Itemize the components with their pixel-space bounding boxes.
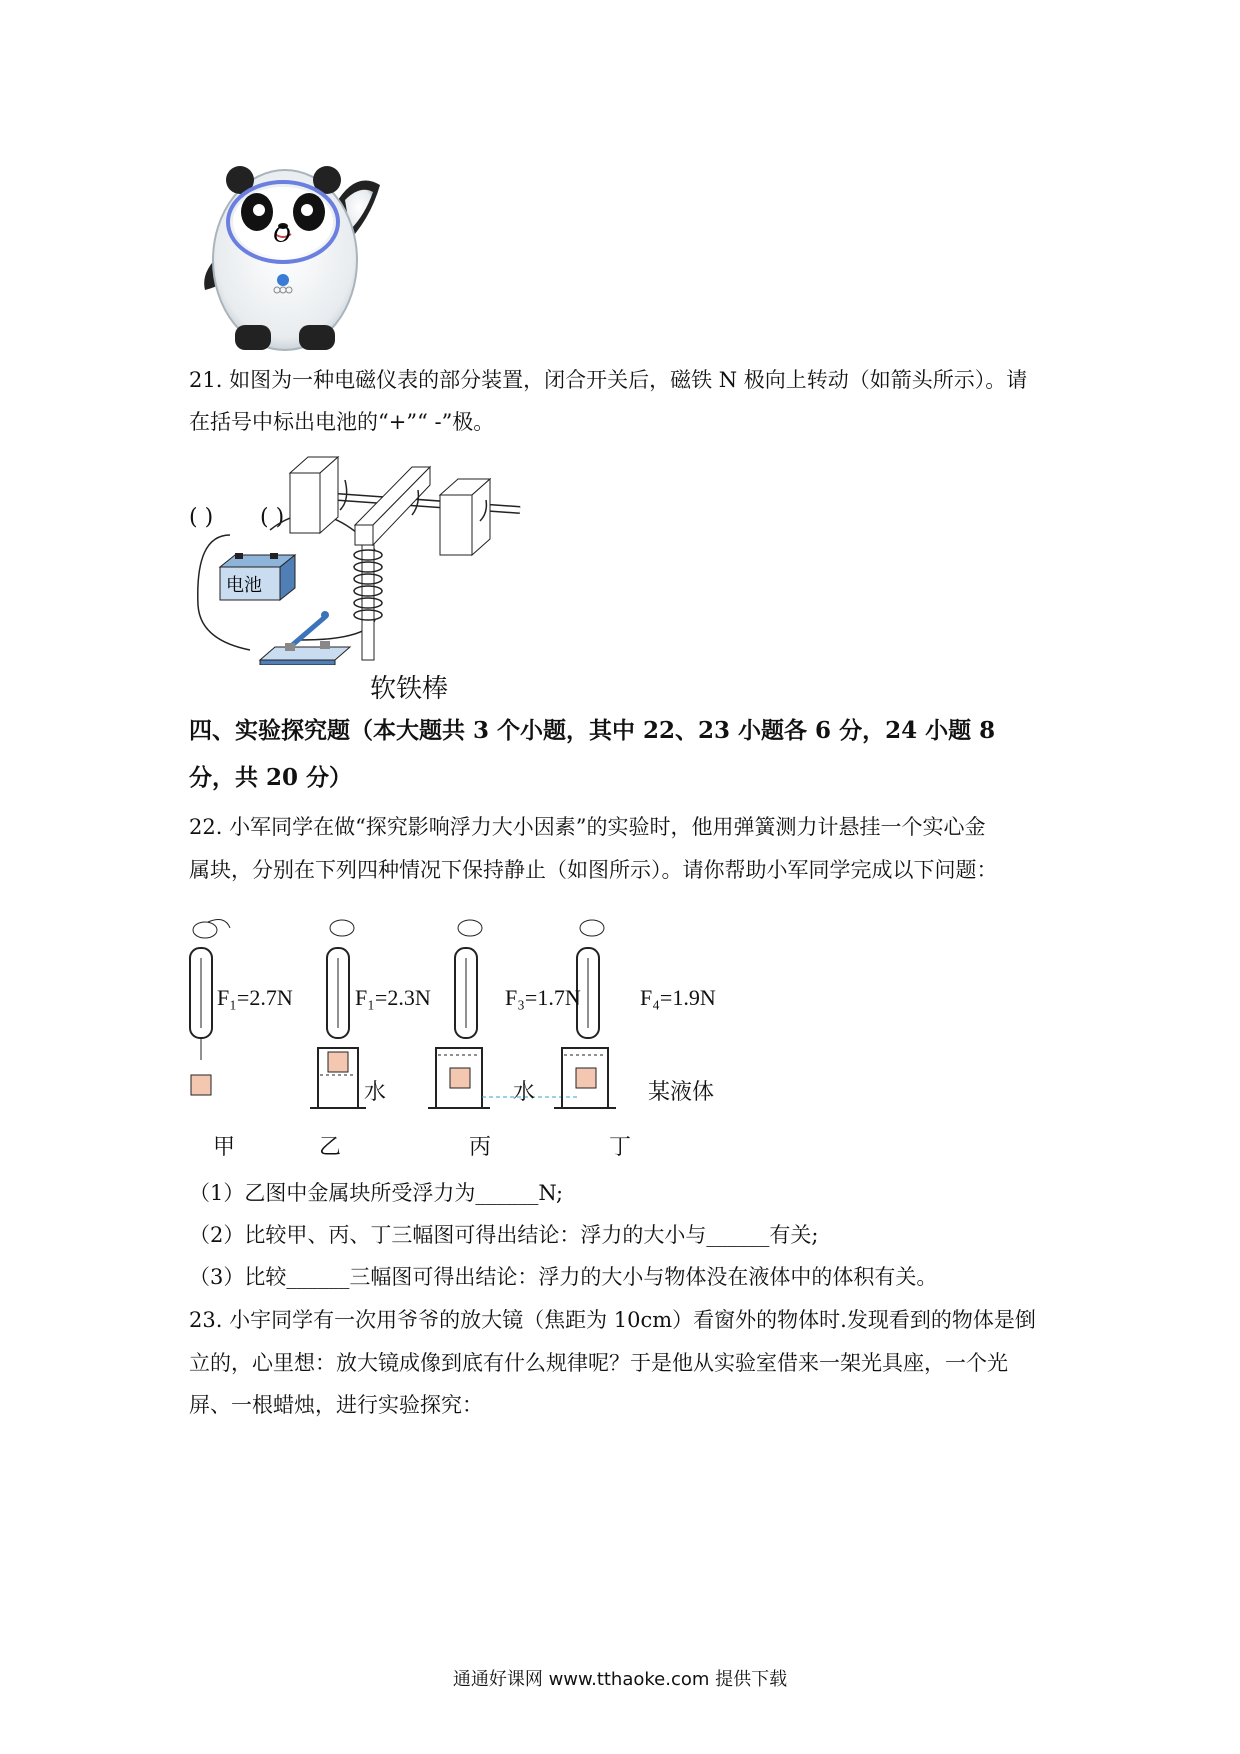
figure-yi xyxy=(310,920,366,1108)
q21-line-2: 在括号中标出电池的“+”“ -”极。 xyxy=(189,410,495,434)
mascot-image xyxy=(195,160,385,355)
q22-line-1: 22. 小军同学在做“探究影响浮力大小因素”的实验时，他用弹簧测力计悬挂一个实心金 xyxy=(189,815,986,839)
battery-label: 电池 xyxy=(226,575,262,596)
liquid-label-ding: 某液体 xyxy=(648,1080,715,1105)
figure-label-ding: 丁 xyxy=(609,1135,632,1160)
force-reading-ding: F₄=1.9N xyxy=(640,985,716,1010)
q21-line-1: 21. 如图为一种电磁仪表的部分装置，闭合开关后，磁铁 N 极向上转动（如箭头所示）。请 xyxy=(189,368,1028,392)
liquid-label-bing: 水 xyxy=(513,1080,536,1105)
page-footer: 通通好课网 www.tthaoke.com 提供下载 xyxy=(452,1669,788,1690)
q23-line-1: 23. 小宇同学有一次用爷爷的放大镜（焦距为 10cm）看窗外的物体时.发现看到的物体是倒 xyxy=(189,1308,1036,1332)
figure-label-yi: 乙 xyxy=(319,1135,342,1160)
q22-subquestion-1: （1）乙图中金属块所受浮力为______N; xyxy=(189,1181,564,1205)
figure-ding xyxy=(554,920,616,1108)
q22-line-2: 属块，分别在下列四种情况下保持静止（如图所示）。请你帮助小军同学完成以下问题： xyxy=(189,858,998,882)
electromagnet-figure xyxy=(190,455,590,665)
q22-subquestion-3: （3）比较______三幅图可得出结论：浮力的大小与物体没在液体中的体积有关。 xyxy=(189,1265,938,1289)
q22-subquestion-2: （2）比较甲、丙、丁三幅图可得出结论：浮力的大小与______有关; xyxy=(189,1223,819,1247)
section-4-heading-line-1: 四、实验探究题（本大题共 3 个小题，其中 22、23 小题各 6 分，24 小题 8 xyxy=(189,717,996,744)
figure-bing xyxy=(428,920,490,1108)
battery-bracket-left: ( ) xyxy=(189,505,214,530)
mascot-letter: O xyxy=(273,222,291,248)
section-4-heading-line-2: 分，共 20 分） xyxy=(189,764,353,791)
magnet-assembly xyxy=(290,457,520,555)
force-reading-bing: F₃=1.7N xyxy=(505,985,581,1010)
soft-iron-rod-label: 软铁棒 xyxy=(370,674,449,704)
soft-iron-rod-coil xyxy=(354,545,382,660)
figure-label-bing: 丙 xyxy=(469,1135,492,1160)
battery-bracket-right: ( ) xyxy=(260,505,285,530)
force-reading-jia: F₁=2.7N xyxy=(217,985,293,1010)
figure-label-jia: 甲 xyxy=(213,1135,236,1160)
q23-line-2: 立的，心里想：放大镜成像到底有什么规律呢？于是他从实验室借来一架光具座，一个光 xyxy=(189,1351,1008,1375)
liquid-label-yi: 水 xyxy=(364,1080,387,1105)
q23-line-3: 屏、一根蜡烛，进行实验探究： xyxy=(189,1393,483,1417)
force-reading-yi: F₁=2.3N xyxy=(355,985,431,1010)
